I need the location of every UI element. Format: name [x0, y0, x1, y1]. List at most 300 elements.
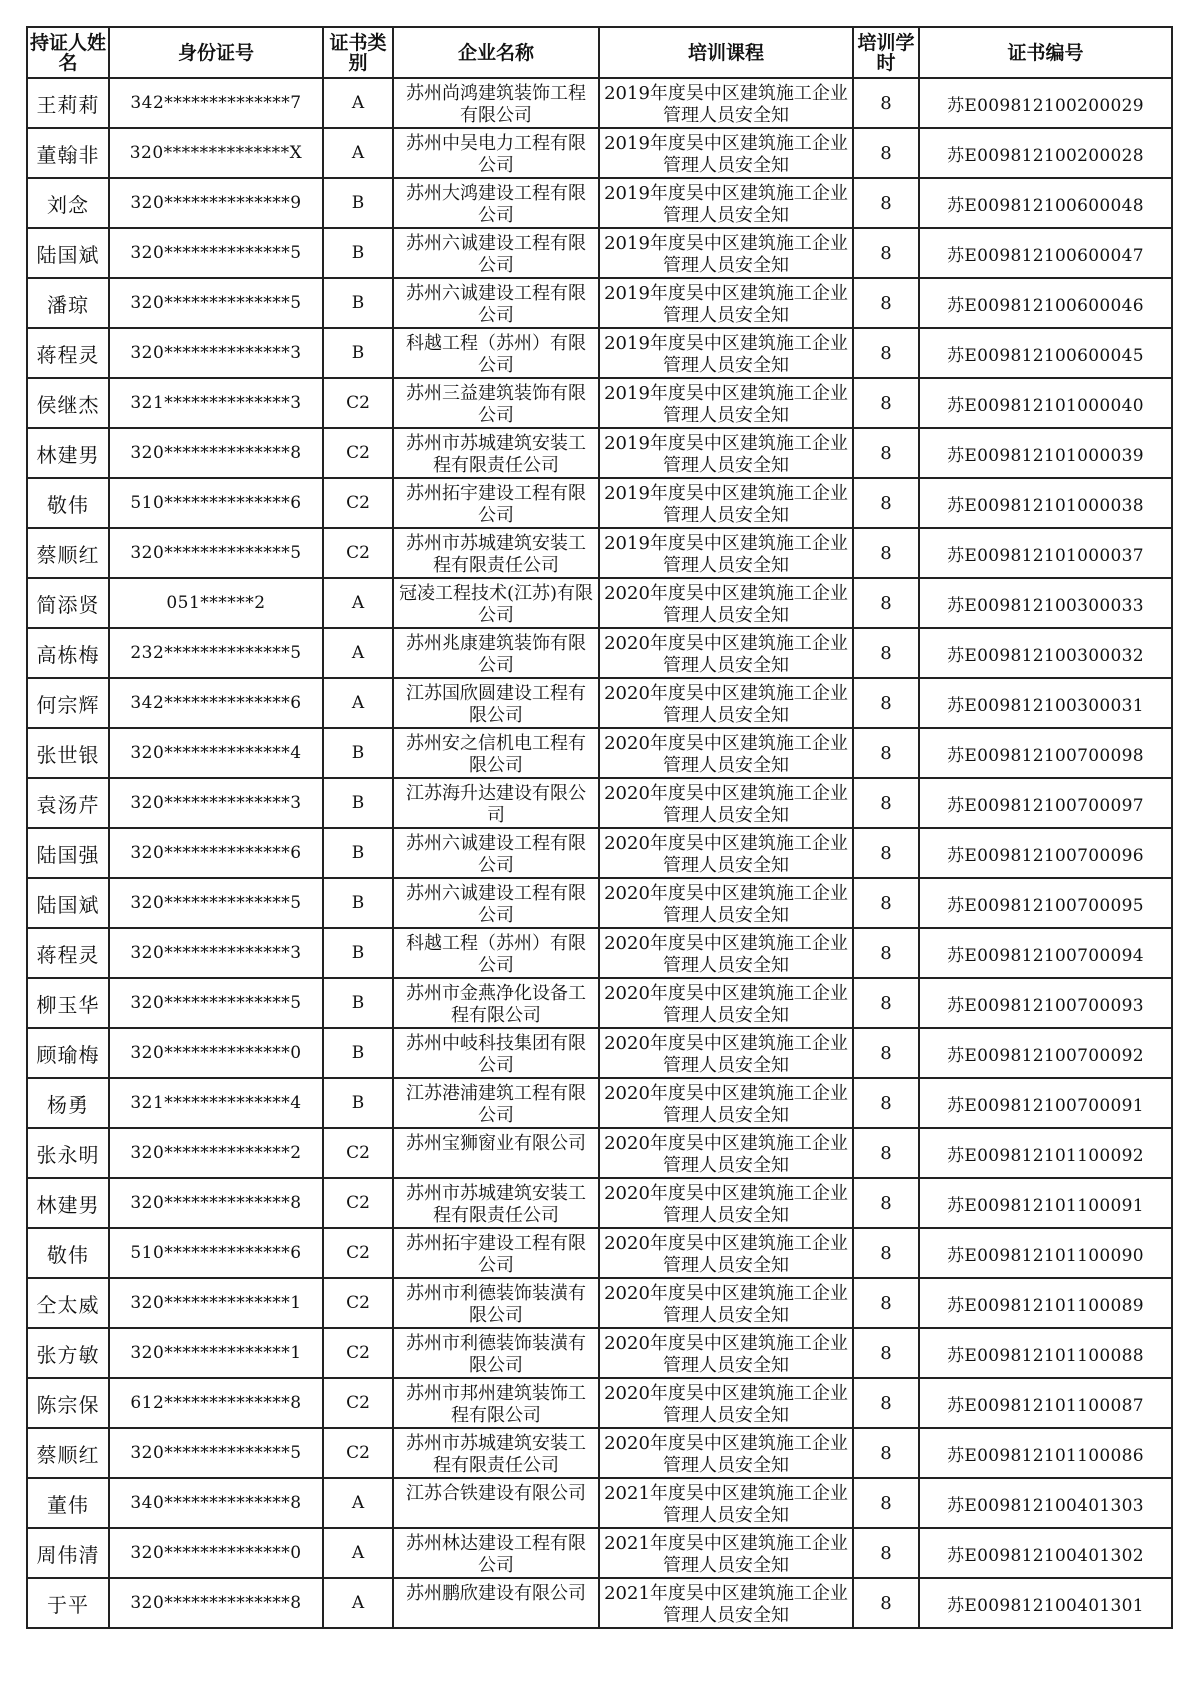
course-cell: [599, 1128, 853, 1178]
cert-type-cell: B: [323, 1078, 393, 1128]
hours-cell: 8: [853, 1328, 919, 1378]
company-cell: [393, 528, 599, 578]
company-cell-text: 苏州宝狮窗业有限公司: [406, 1133, 586, 1154]
course-cell: [599, 528, 853, 578]
course-cell: [599, 1578, 853, 1628]
company-cell-text: 苏州市利德装饰装潢有限公司: [406, 1333, 586, 1375]
table-row: [27, 1128, 1172, 1178]
hours-cell: 8: [853, 528, 919, 578]
header-company: 企业名称: [393, 27, 599, 78]
holder-name-cell: 周伟清: [27, 1528, 109, 1578]
company-cell-text: 苏州市利德装饰装潢有限公司: [406, 1283, 586, 1325]
course-cell-text: 2020年度吴中区建筑施工企业管理人员安全知: [604, 733, 848, 775]
course-cell: [599, 1428, 853, 1478]
company-cell: [393, 678, 599, 728]
course-cell-text: 2019年度吴中区建筑施工企业管理人员安全知: [604, 183, 848, 225]
hours-cell: 8: [853, 1428, 919, 1478]
id-number-cell: 321**************4: [109, 1078, 323, 1128]
cert-type-cell: C2: [323, 1178, 393, 1228]
cert-type-cell: C2: [323, 478, 393, 528]
id-number-cell: 320**************9: [109, 178, 323, 228]
company-cell-text: 江苏国欣圆建设工程有限公司: [406, 683, 586, 725]
cert-number-cell: 苏E009812100401303: [919, 1478, 1172, 1528]
hours-cell: 8: [853, 928, 919, 978]
header-course: 培训课程: [599, 27, 853, 78]
table-row: [27, 878, 1172, 928]
table-row: [27, 1578, 1172, 1628]
cert-type-cell: A: [323, 678, 393, 728]
cert-number-cell: 苏E009812100401301: [919, 1578, 1172, 1628]
id-number-cell: 320**************8: [109, 1178, 323, 1228]
table-row: [27, 78, 1172, 128]
company-cell-text: 江苏海升达建设有限公司: [406, 783, 586, 825]
course-cell-text: 2019年度吴中区建筑施工企业管理人员安全知: [604, 533, 848, 575]
id-number-cell: 320**************X: [109, 128, 323, 178]
id-number-cell: 321**************3: [109, 378, 323, 428]
company-cell-text: 江苏合铁建设有限公司: [406, 1483, 586, 1504]
holder-name-cell: 简添贤: [27, 578, 109, 628]
company-cell-text: 苏州六诚建设工程有限公司: [406, 233, 586, 275]
header-cert-type: 证书类别: [323, 27, 393, 78]
company-cell-text: 科越工程（苏州）有限公司: [406, 933, 586, 975]
table-row: [27, 228, 1172, 278]
id-number-cell: 510**************6: [109, 478, 323, 528]
cert-number-cell: 苏E009812100300032: [919, 628, 1172, 678]
hours-cell: 8: [853, 178, 919, 228]
table-row: [27, 1078, 1172, 1128]
table-row: [27, 1028, 1172, 1078]
id-number-cell: 320**************3: [109, 778, 323, 828]
hours-cell: 8: [853, 1278, 919, 1328]
holder-name-cell: 董翰非: [27, 128, 109, 178]
hours-cell: 8: [853, 878, 919, 928]
company-cell: [393, 478, 599, 528]
course-cell-text: 2020年度吴中区建筑施工企业管理人员安全知: [604, 633, 848, 675]
cert-number-cell: 苏E009812101100090: [919, 1228, 1172, 1278]
cert-type-cell: C2: [323, 1128, 393, 1178]
company-cell-text: 苏州大鸿建设工程有限公司: [406, 183, 586, 225]
course-cell-text: 2020年度吴中区建筑施工企业管理人员安全知: [604, 883, 848, 925]
holder-name-cell: 张世银: [27, 728, 109, 778]
course-cell: [599, 478, 853, 528]
company-cell-text: 苏州市苏城建筑安装工程有限责任公司: [406, 433, 586, 475]
cert-type-cell: B: [323, 228, 393, 278]
hours-cell: 8: [853, 478, 919, 528]
company-cell: [393, 328, 599, 378]
hours-cell: 8: [853, 778, 919, 828]
course-cell: [599, 128, 853, 178]
table-row: [27, 328, 1172, 378]
id-number-cell: 320**************5: [109, 878, 323, 928]
cert-number-cell: 苏E009812100700095: [919, 878, 1172, 928]
table-row: [27, 678, 1172, 728]
id-number-cell: 051******2: [109, 578, 323, 628]
cert-type-cell: A: [323, 78, 393, 128]
id-number-cell: 340**************8: [109, 1478, 323, 1528]
company-cell: [393, 578, 599, 628]
company-cell-text: 苏州林达建设工程有限公司: [406, 1533, 586, 1575]
company-cell: [393, 128, 599, 178]
table-row: [27, 1228, 1172, 1278]
course-cell: [599, 978, 853, 1028]
cert-type-cell: A: [323, 1578, 393, 1628]
table-row: [27, 478, 1172, 528]
holder-name-cell: 陈宗保: [27, 1378, 109, 1428]
hours-cell: 8: [853, 1378, 919, 1428]
table-row: [27, 1378, 1172, 1428]
course-cell: [599, 1178, 853, 1228]
header-hours: 培训学时: [853, 27, 919, 78]
cert-type-cell: C2: [323, 428, 393, 478]
company-cell-text: 苏州市金燕净化设备工程有限公司: [406, 983, 586, 1025]
table-row: [27, 1328, 1172, 1378]
id-number-cell: 320**************5: [109, 1428, 323, 1478]
id-number-cell: 320**************0: [109, 1028, 323, 1078]
cert-type-cell: A: [323, 128, 393, 178]
company-cell: [393, 778, 599, 828]
holder-name-cell: 潘琼: [27, 278, 109, 328]
course-cell: [599, 1328, 853, 1378]
holder-name-cell: 敬伟: [27, 478, 109, 528]
id-number-cell: 342**************6: [109, 678, 323, 728]
hours-cell: 8: [853, 78, 919, 128]
cert-type-cell: A: [323, 1478, 393, 1528]
id-number-cell: 320**************6: [109, 828, 323, 878]
table-row: [27, 128, 1172, 178]
course-cell-text: 2020年度吴中区建筑施工企业管理人员安全知: [604, 1333, 848, 1375]
table-row: [27, 1278, 1172, 1328]
hours-cell: 8: [853, 378, 919, 428]
table-row: [27, 428, 1172, 478]
company-cell-text: 苏州市苏城建筑安装工程有限责任公司: [406, 1183, 586, 1225]
course-cell: [599, 1478, 853, 1528]
company-cell: [393, 1328, 599, 1378]
company-cell-text: 苏州鹏欣建设有限公司: [406, 1583, 586, 1604]
cert-type-cell: B: [323, 828, 393, 878]
cert-type-cell: B: [323, 1028, 393, 1078]
cert-type-cell: A: [323, 1528, 393, 1578]
cert-number-cell: 苏E009812100600048: [919, 178, 1172, 228]
company-cell: [393, 178, 599, 228]
course-cell: [599, 928, 853, 978]
course-cell-text: 2020年度吴中区建筑施工企业管理人员安全知: [604, 783, 848, 825]
course-cell: [599, 778, 853, 828]
id-number-cell: 320**************5: [109, 528, 323, 578]
cert-type-cell: C2: [323, 1228, 393, 1278]
hours-cell: 8: [853, 828, 919, 878]
id-number-cell: 320**************5: [109, 278, 323, 328]
company-cell-text: 苏州六诚建设工程有限公司: [406, 833, 586, 875]
certificate-table: [26, 26, 1173, 1629]
hours-cell: 8: [853, 328, 919, 378]
course-cell-text: 2020年度吴中区建筑施工企业管理人员安全知: [604, 1383, 848, 1425]
course-cell: [599, 428, 853, 478]
course-cell: [599, 1278, 853, 1328]
cert-type-cell: C2: [323, 1278, 393, 1328]
company-cell: [393, 428, 599, 478]
course-cell-text: 2019年度吴中区建筑施工企业管理人员安全知: [604, 333, 848, 375]
table-row: [27, 278, 1172, 328]
company-cell-text: 苏州六诚建设工程有限公司: [406, 283, 586, 325]
company-cell-text: 苏州拓宇建设工程有限公司: [406, 1233, 586, 1275]
course-cell-text: 2020年度吴中区建筑施工企业管理人员安全知: [604, 1033, 848, 1075]
holder-name-cell: 王莉莉: [27, 78, 109, 128]
id-number-cell: 320**************5: [109, 978, 323, 1028]
holder-name-cell: 杨勇: [27, 1078, 109, 1128]
holder-name-cell: 何宗辉: [27, 678, 109, 728]
cert-type-cell: C2: [323, 1328, 393, 1378]
cert-number-cell: 苏E009812101100088: [919, 1328, 1172, 1378]
id-number-cell: 320**************0: [109, 1528, 323, 1578]
hours-cell: 8: [853, 1028, 919, 1078]
course-cell: [599, 278, 853, 328]
course-cell-text: 2021年度吴中区建筑施工企业管理人员安全知: [604, 1483, 848, 1525]
course-cell-text: 2019年度吴中区建筑施工企业管理人员安全知: [604, 383, 848, 425]
table-row: [27, 1178, 1172, 1228]
hours-cell: 8: [853, 1228, 919, 1278]
company-cell: [393, 78, 599, 128]
table-row: [27, 928, 1172, 978]
holder-name-cell: 蔡顺红: [27, 528, 109, 578]
holder-name-cell: 蔡顺红: [27, 1428, 109, 1478]
course-cell: [599, 328, 853, 378]
company-cell: [393, 828, 599, 878]
table-row: [27, 1428, 1172, 1478]
cert-number-cell: 苏E009812101100092: [919, 1128, 1172, 1178]
cert-number-cell: 苏E009812101100089: [919, 1278, 1172, 1328]
cert-type-cell: B: [323, 278, 393, 328]
hours-cell: 8: [853, 678, 919, 728]
hours-cell: 8: [853, 1528, 919, 1578]
course-cell-text: 2020年度吴中区建筑施工企业管理人员安全知: [604, 1133, 848, 1175]
cert-type-cell: A: [323, 578, 393, 628]
course-cell: [599, 228, 853, 278]
course-cell-text: 2019年度吴中区建筑施工企业管理人员安全知: [604, 433, 848, 475]
id-number-cell: 320**************8: [109, 428, 323, 478]
id-number-cell: 342**************7: [109, 78, 323, 128]
course-cell-text: 2019年度吴中区建筑施工企业管理人员安全知: [604, 233, 848, 275]
company-cell: [393, 228, 599, 278]
cert-number-cell: 苏E009812100700092: [919, 1028, 1172, 1078]
holder-name-cell: 蒋程灵: [27, 328, 109, 378]
course-cell-text: 2020年度吴中区建筑施工企业管理人员安全知: [604, 683, 848, 725]
company-cell: [393, 1528, 599, 1578]
course-cell: [599, 878, 853, 928]
cert-number-cell: 苏E009812101000039: [919, 428, 1172, 478]
course-cell-text: 2020年度吴中区建筑施工企业管理人员安全知: [604, 1183, 848, 1225]
id-number-cell: 320**************5: [109, 228, 323, 278]
course-cell: [599, 578, 853, 628]
cert-number-cell: 苏E009812100700093: [919, 978, 1172, 1028]
cert-type-cell: C2: [323, 1428, 393, 1478]
header-id-number: 身份证号: [109, 27, 323, 78]
hours-cell: 8: [853, 1578, 919, 1628]
course-cell: [599, 678, 853, 728]
course-cell: [599, 828, 853, 878]
company-cell: [393, 1578, 599, 1628]
id-number-cell: 320**************1: [109, 1278, 323, 1328]
hours-cell: 8: [853, 978, 919, 1028]
cert-type-cell: C2: [323, 378, 393, 428]
course-cell: [599, 628, 853, 678]
company-cell-text: 苏州拓宇建设工程有限公司: [406, 483, 586, 525]
cert-number-cell: 苏E009812101000037: [919, 528, 1172, 578]
course-cell-text: 2019年度吴中区建筑施工企业管理人员安全知: [604, 133, 848, 175]
cert-number-cell: 苏E009812100401302: [919, 1528, 1172, 1578]
company-cell: [393, 378, 599, 428]
id-number-cell: 320**************3: [109, 928, 323, 978]
course-cell-text: 2020年度吴中区建筑施工企业管理人员安全知: [604, 983, 848, 1025]
holder-name-cell: 仝太威: [27, 1278, 109, 1328]
hours-cell: 8: [853, 278, 919, 328]
table-row: [27, 378, 1172, 428]
table-row: [27, 1528, 1172, 1578]
table-row: [27, 578, 1172, 628]
table-row: [27, 728, 1172, 778]
id-number-cell: 612**************8: [109, 1378, 323, 1428]
company-cell-text: 苏州市邦州建筑装饰工程有限公司: [406, 1383, 586, 1425]
company-cell: [393, 278, 599, 328]
hours-cell: 8: [853, 428, 919, 478]
course-cell: [599, 1528, 853, 1578]
course-cell: [599, 1028, 853, 1078]
hours-cell: 8: [853, 728, 919, 778]
cert-number-cell: 苏E009812100300031: [919, 678, 1172, 728]
holder-name-cell: 林建男: [27, 428, 109, 478]
company-cell-text: 苏州六诚建设工程有限公司: [406, 883, 586, 925]
course-cell-text: 2020年度吴中区建筑施工企业管理人员安全知: [604, 1283, 848, 1325]
course-cell-text: 2021年度吴中区建筑施工企业管理人员安全知: [604, 1583, 848, 1625]
holder-name-cell: 刘念: [27, 178, 109, 228]
header-row: [27, 27, 1172, 78]
holder-name-cell: 张永明: [27, 1128, 109, 1178]
holder-name-cell: 柳玉华: [27, 978, 109, 1028]
cert-number-cell: 苏E009812100600046: [919, 278, 1172, 328]
cert-number-cell: 苏E009812101100087: [919, 1378, 1172, 1428]
cert-number-cell: 苏E009812100700097: [919, 778, 1172, 828]
holder-name-cell: 袁汤芹: [27, 778, 109, 828]
company-cell-text: 冠凌工程技术(江苏)有限公司: [398, 583, 594, 625]
cert-type-cell: B: [323, 728, 393, 778]
company-cell: [393, 928, 599, 978]
course-cell-text: 2020年度吴中区建筑施工企业管理人员安全知: [604, 933, 848, 975]
course-cell-text: 2020年度吴中区建筑施工企业管理人员安全知: [604, 1083, 848, 1125]
company-cell: [393, 1278, 599, 1328]
holder-name-cell: 蒋程灵: [27, 928, 109, 978]
company-cell: [393, 1228, 599, 1278]
cert-number-cell: 苏E009812100200029: [919, 78, 1172, 128]
company-cell: [393, 1078, 599, 1128]
table-row: [27, 1478, 1172, 1528]
cert-type-cell: B: [323, 878, 393, 928]
holder-name-cell: 高栋梅: [27, 628, 109, 678]
cert-type-cell: B: [323, 778, 393, 828]
hours-cell: 8: [853, 228, 919, 278]
id-number-cell: 510**************6: [109, 1228, 323, 1278]
hours-cell: 8: [853, 628, 919, 678]
cert-number-cell: 苏E009812101100091: [919, 1178, 1172, 1228]
company-cell-text: 苏州安之信机电工程有限公司: [406, 733, 586, 775]
cert-number-cell: 苏E009812101100086: [919, 1428, 1172, 1478]
holder-name-cell: 陆国斌: [27, 878, 109, 928]
hours-cell: 8: [853, 1178, 919, 1228]
course-cell-text: 2019年度吴中区建筑施工企业管理人员安全知: [604, 283, 848, 325]
cert-type-cell: B: [323, 328, 393, 378]
cert-number-cell: 苏E009812100700096: [919, 828, 1172, 878]
table-row: [27, 778, 1172, 828]
cert-number-cell: 苏E009812100200028: [919, 128, 1172, 178]
company-cell: [393, 1478, 599, 1528]
course-cell: [599, 1228, 853, 1278]
company-cell: [393, 1028, 599, 1078]
company-cell-text: 苏州中吴电力工程有限公司: [406, 133, 586, 175]
table-header: [27, 27, 1172, 78]
holder-name-cell: 于平: [27, 1578, 109, 1628]
cert-type-cell: B: [323, 928, 393, 978]
hours-cell: 8: [853, 128, 919, 178]
company-cell-text: 苏州中岐科技集团有限公司: [406, 1033, 586, 1075]
cert-type-cell: C2: [323, 1378, 393, 1428]
company-cell: [393, 628, 599, 678]
course-cell-text: 2020年度吴中区建筑施工企业管理人员安全知: [604, 833, 848, 875]
company-cell: [393, 978, 599, 1028]
table-body: [27, 78, 1172, 1628]
course-cell: [599, 378, 853, 428]
company-cell-text: 苏州市苏城建筑安装工程有限责任公司: [406, 533, 586, 575]
cert-number-cell: 苏E009812100600045: [919, 328, 1172, 378]
holder-name-cell: 林建男: [27, 1178, 109, 1228]
cert-type-cell: C2: [323, 528, 393, 578]
id-number-cell: 320**************3: [109, 328, 323, 378]
table-row: [27, 828, 1172, 878]
id-number-cell: 320**************4: [109, 728, 323, 778]
id-number-cell: 320**************1: [109, 1328, 323, 1378]
cert-type-cell: A: [323, 628, 393, 678]
id-number-cell: 320**************8: [109, 1578, 323, 1628]
cert-type-cell: B: [323, 978, 393, 1028]
cert-number-cell: 苏E009812100600047: [919, 228, 1172, 278]
company-cell-text: 苏州市苏城建筑安装工程有限责任公司: [406, 1433, 586, 1475]
company-cell: [393, 1178, 599, 1228]
company-cell-text: 江苏港浦建筑工程有限公司: [406, 1083, 586, 1125]
company-cell: [393, 728, 599, 778]
holder-name-cell: 侯继杰: [27, 378, 109, 428]
course-cell-text: 2021年度吴中区建筑施工企业管理人员安全知: [604, 1533, 848, 1575]
certificate-list-sheet: [26, 26, 1171, 1629]
course-cell-text: 2020年度吴中区建筑施工企业管理人员安全知: [604, 1233, 848, 1275]
id-number-cell: 232**************5: [109, 628, 323, 678]
holder-name-cell: 顾瑜梅: [27, 1028, 109, 1078]
cert-number-cell: 苏E009812100700091: [919, 1078, 1172, 1128]
holder-name-cell: 陆国斌: [27, 228, 109, 278]
holder-name-cell: 张方敏: [27, 1328, 109, 1378]
company-cell: [393, 878, 599, 928]
cert-type-cell: B: [323, 178, 393, 228]
holder-name-cell: 陆国强: [27, 828, 109, 878]
header-holder-name: 持证人姓名: [27, 27, 109, 78]
cert-number-cell: 苏E009812101000040: [919, 378, 1172, 428]
company-cell-text: 苏州尚鸿建筑装饰工程有限公司: [406, 83, 586, 125]
company-cell: [393, 1428, 599, 1478]
id-number-cell: 320**************2: [109, 1128, 323, 1178]
cert-number-cell: 苏E009812101000038: [919, 478, 1172, 528]
hours-cell: 8: [853, 1128, 919, 1178]
company-cell-text: 苏州三益建筑装饰有限公司: [406, 383, 586, 425]
table-row: [27, 978, 1172, 1028]
course-cell-text: 2020年度吴中区建筑施工企业管理人员安全知: [604, 583, 848, 625]
table-row: [27, 528, 1172, 578]
hours-cell: 8: [853, 578, 919, 628]
